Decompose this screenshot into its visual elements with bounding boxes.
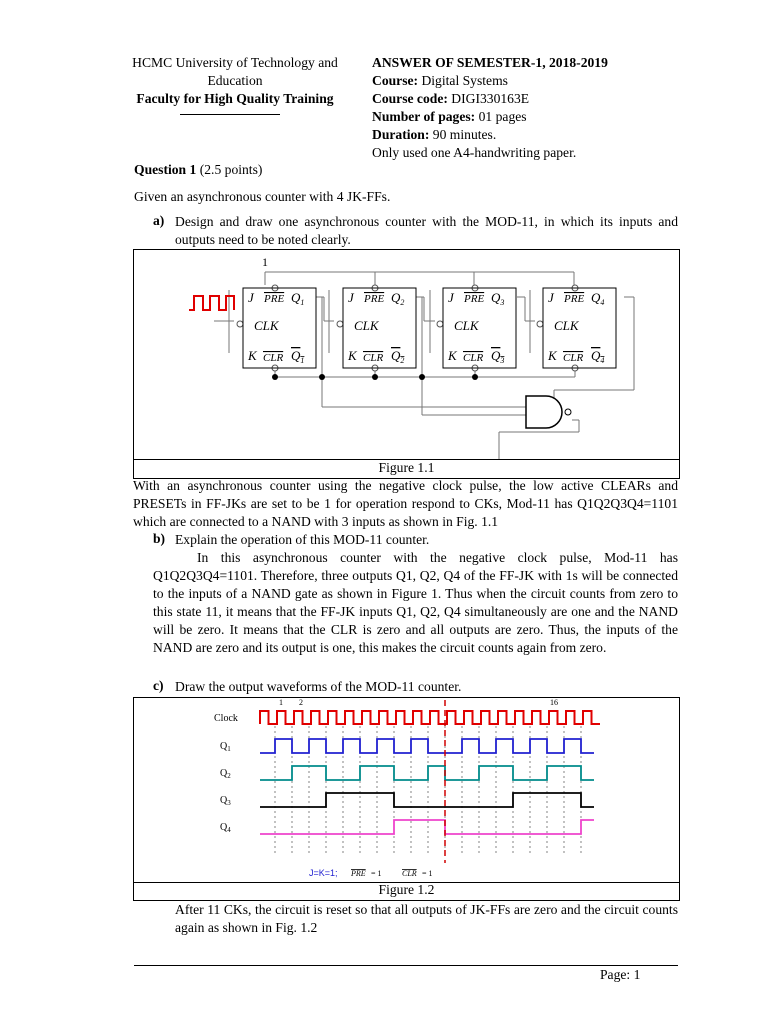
clock-pulse-icon (189, 296, 234, 310)
ff1-j: J (248, 290, 254, 305)
ff4-qbar: $Q_4$ (591, 348, 605, 365)
university-header (115, 54, 355, 108)
q2-label: $Q_2$ (220, 768, 231, 780)
footer-rule (134, 965, 678, 966)
q4-waveform (260, 820, 594, 834)
ff2-k: K (348, 348, 357, 363)
question-title: Question 1 (2.5 points) (134, 162, 263, 177)
nand-gate-icon (526, 396, 562, 428)
figure-1-1-frame (133, 249, 680, 460)
ff1-k: K (248, 348, 257, 363)
paragraph-design: With an asynchronous counter using the negative clock pulse, the low active CLEARs and PRESETs in FF-JKs are set to be 1 for operation respond to CKs, Mod-11 has Q1Q2Q3Q4=1101 which are connected to a NAND with 3 inputs as shown in Fig. 1.1 (133, 478, 678, 529)
ff2-clk: CLK (354, 318, 379, 333)
ff4-k: K (548, 348, 557, 363)
tick-label-1: 1 (279, 698, 283, 707)
part-a-text: Design and draw one asynchronous counter with the MOD-11, in which its inputs and outputs need to be noted clearly. (175, 214, 678, 247)
pre-eq: = 1 (371, 869, 382, 878)
q2-waveform (260, 766, 594, 780)
tick-label-2: 2 (299, 698, 303, 707)
ff3-j: J (448, 290, 454, 305)
figure-1-2-frame (133, 697, 680, 883)
figure-1-2-caption: Figure 1.2 (378, 882, 435, 897)
ff4-j: J (548, 290, 554, 305)
ff3-k: K (448, 348, 457, 363)
ff1-qbar: $Q_1$ (291, 348, 305, 365)
ff2-qbar: $Q_2$ (391, 348, 405, 365)
figure-1-2-caption-box (133, 881, 680, 901)
pages-line: Number of pages: 01 pages (372, 109, 527, 124)
q4-label: $Q_4$ (220, 822, 231, 834)
ff2-clr: CLR (363, 352, 384, 364)
ff4-pre: PRE (564, 293, 585, 305)
exam-info (372, 54, 702, 162)
clr-label: CLR (402, 869, 417, 878)
ff4-clr: CLR (563, 352, 584, 364)
ff2-j: J (348, 290, 354, 305)
logic-one-label: 1 (262, 255, 268, 269)
q1-waveform (260, 739, 594, 753)
jk-counter-circuit (134, 250, 679, 459)
page-number: Page: 1 (600, 967, 641, 982)
clock-waveform (260, 711, 600, 724)
part-b-label: b) (153, 531, 166, 546)
ff4-q: $Q_4$ (591, 290, 605, 307)
ff1-pre: PRE (264, 293, 285, 305)
jk-note-text: J=K=1; (309, 868, 338, 878)
university-name: HCMC University of Technology and (132, 55, 338, 70)
figure-1-1-caption: Figure 1.1 (378, 460, 435, 475)
ff3-pre: PRE (464, 293, 485, 305)
ff3-clk: CLK (454, 318, 479, 333)
waveform-diagram (134, 698, 679, 882)
part-c-label: c) (153, 678, 164, 693)
duration-line: Duration: 90 minutes. (372, 127, 497, 142)
course-line: Course: Digital Systems (372, 73, 508, 88)
course-code-line: Course code: DIGI330163E (372, 91, 530, 106)
q1-label: $Q_1$ (220, 741, 231, 753)
paper-note: Only used one A4-handwriting paper. (372, 145, 577, 160)
clock-label: Clock (214, 713, 238, 724)
part-c-text: Draw the output waveforms of the MOD-11 counter. (175, 679, 462, 694)
paragraph-reset: After 11 CKs, the circuit is reset so that all outputs of JK-FFs are zero and the circuit counts again as shown in Fig. 1.2 (175, 902, 678, 935)
paragraph-operation: In this asynchronous counter with the negative clock pulse, Mod-11 has Q1Q2Q3Q4=1101. Therefore, three outputs Q1, Q2, Q4 of the FF-JK with 1s will be connected to the inputs of a NAND gate as shown in Figure 1. Thus when the circuit counts from zero to this state 11, it means that the FF-JK inputs Q1, Q2, Q4 simultaneously are one and the NAND will be zero. It means that the CLR is zero and all outputs are zero. Thus, the inputs of the NAND are zero and its output is one, this makes the circuit counts again from zero. (153, 550, 678, 655)
clr-eq: = 1 (422, 869, 433, 878)
ff4-clk: CLK (554, 318, 579, 333)
ff1-clr: CLR (263, 352, 284, 364)
ff1-q: $Q_1$ (291, 290, 305, 307)
university-name-cont: Education (207, 73, 263, 88)
ff3-clr: CLR (463, 352, 484, 364)
faculty-name: Faculty for High Quality Training (136, 91, 334, 106)
q3-waveform (260, 793, 594, 807)
q3-label: $Q_3$ (220, 795, 231, 807)
pre-label: PRE (351, 869, 366, 878)
ff2-q: $Q_2$ (391, 290, 405, 307)
figure-1-1-caption-box (133, 458, 680, 479)
ff2-pre: PRE (364, 293, 385, 305)
part-a-label: a) (153, 213, 165, 228)
exam-title: ANSWER OF SEMESTER-1, 2018-2019 (372, 55, 608, 70)
ff3-qbar: $Q_3$ (491, 348, 505, 365)
ff1-clk: CLK (254, 318, 279, 333)
jk-note (309, 868, 433, 878)
ff3-q: $Q_3$ (491, 290, 505, 307)
nand-bubble-icon (565, 409, 571, 415)
tick-label-16: 16 (550, 698, 558, 707)
question-intro: Given an asynchronous counter with 4 JK-FFs. (134, 189, 391, 204)
part-b-text: Explain the operation of this MOD-11 counter. (175, 532, 430, 547)
header-underline (180, 114, 280, 115)
